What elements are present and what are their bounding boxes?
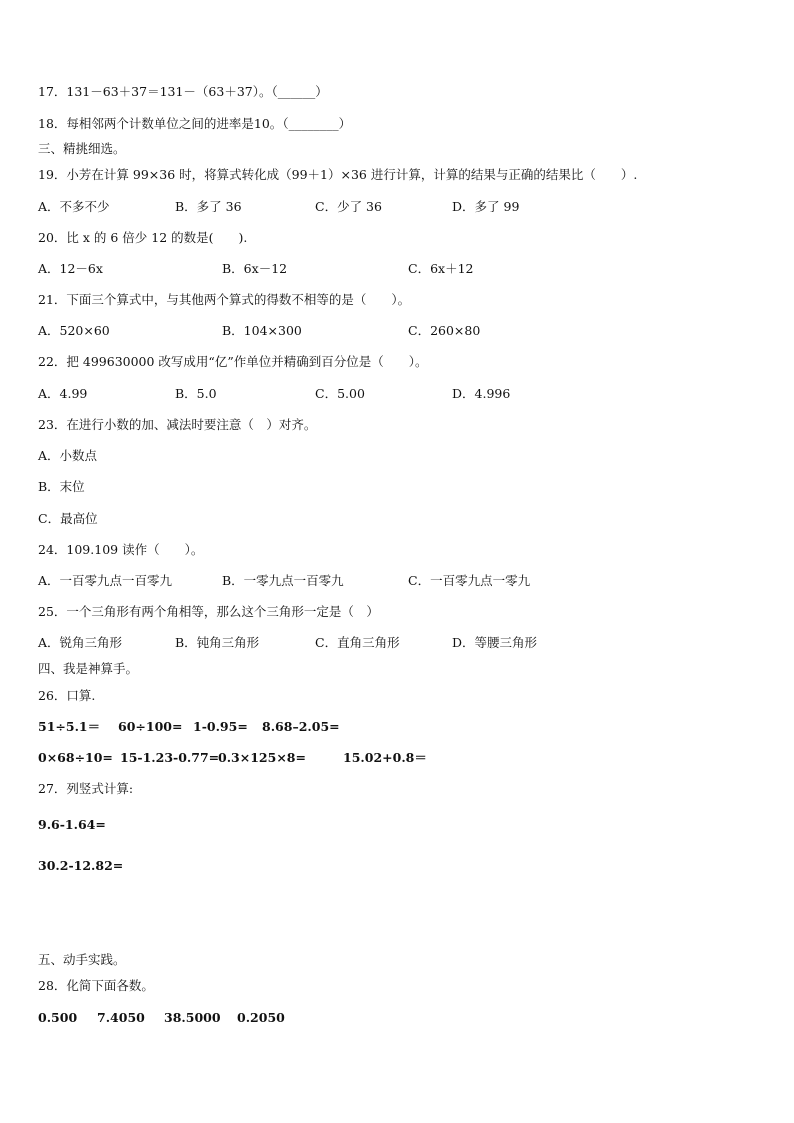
number-item: 38.5000 [164,1010,221,1025]
option-b[interactable]: B．104×300 [222,323,302,338]
option-a[interactable]: A．520×60 [38,323,110,338]
option-a[interactable]: A．不多不少 [38,199,110,214]
vertical-calc-item: 30.2-12.82= [38,858,124,873]
option-b[interactable]: B．一零九点一百零九 [222,573,344,588]
question-26-text: 26．口算. [38,688,96,703]
option-d[interactable]: D．4.996 [452,386,511,401]
question-18-text: 18．每相邻两个计数单位之间的进率是10。 [38,116,283,131]
question-22-text: 22．把 499630000 改写成用“亿”作单位并精确到百分位是（ ）。 [38,354,428,369]
vertical-calc-item: 9.6-1.64= [38,817,106,832]
question-20-text: 20．比 x 的 6 倍少 12 的数是( ). [38,230,248,245]
option-b[interactable]: B．5.0 [175,386,217,401]
question-28-text: 28．化简下面各数。 [38,978,154,993]
option-d[interactable]: D．多了 99 [452,199,520,214]
option-c[interactable]: C．一百零九点一零九 [408,573,531,588]
question-27-text: 27．列竖式计算: [38,781,134,796]
section-5-heading: 五、动手实践。 [38,952,126,967]
mental-math-item: 60÷100= [118,719,183,734]
mental-math-item: 15.02+0.8＝ [343,750,427,765]
mental-math-item: 15-1.23-0.77= [120,750,220,765]
mental-math-item: 0×68÷10= [38,750,113,765]
option-c[interactable]: C．6x＋12 [408,261,474,276]
option-b[interactable]: B．钝角三角形 [175,635,260,650]
option-d[interactable]: D．等腰三角形 [452,635,538,650]
mental-math-item: 51÷5.1＝ [38,719,101,734]
question-17-answer-blank[interactable]: （______） [271,84,328,99]
option-c[interactable]: C．260×80 [408,323,481,338]
question-17 [38,84,328,100]
option-a[interactable]: A．小数点 [38,448,98,463]
question-19-text: 19．小芳在计算 99×36 时，将算式转化成（99＋1）×36 进行计算，计算的结果与正确的结果比（ ）. [38,167,638,182]
question-18-answer-blank[interactable]: （________） [282,116,352,131]
option-c[interactable]: C．直角三角形 [315,635,400,650]
question-25-text: 25．一个三角形有两个角相等，那么这个三角形一定是（ ） [38,604,379,619]
section-4-heading: 四、我是神算手。 [38,661,139,676]
option-a[interactable]: A．锐角三角形 [38,635,123,650]
question-21-text: 21．下面三个算式中，与其他两个算式的得数不相等的是（ ）。 [38,292,411,307]
question-18 [38,116,351,132]
number-item: 0.2050 [237,1010,285,1025]
option-c[interactable]: C．少了 36 [315,199,382,214]
number-item: 0.500 [38,1010,78,1025]
option-a[interactable]: A．12－6x [38,261,103,276]
question-24-text: 24．109.109 读作（ ）。 [38,542,204,557]
mental-math-item: 0.3×125×8= [218,750,306,765]
option-b[interactable]: B．多了 36 [175,199,242,214]
question-17-text: 17．131－63＋37＝131－（63＋37）。 [38,84,272,99]
option-a[interactable]: A．一百零九点一百零九 [38,573,173,588]
number-item: 7.4050 [97,1010,145,1025]
option-b[interactable]: B．6x－12 [222,261,288,276]
question-23-text: 23．在进行小数的加、减法时要注意（ ）对齐。 [38,417,317,432]
section-3-heading: 三、精挑细选。 [38,141,126,156]
option-a[interactable]: A．4.99 [38,386,88,401]
mental-math-item: 8.68–2.05= [262,719,340,734]
mental-math-item: 1-0.95= [193,719,248,734]
option-c[interactable]: C．最高位 [38,511,98,526]
option-c[interactable]: C．5.00 [315,386,365,401]
option-b[interactable]: B．末位 [38,479,85,494]
